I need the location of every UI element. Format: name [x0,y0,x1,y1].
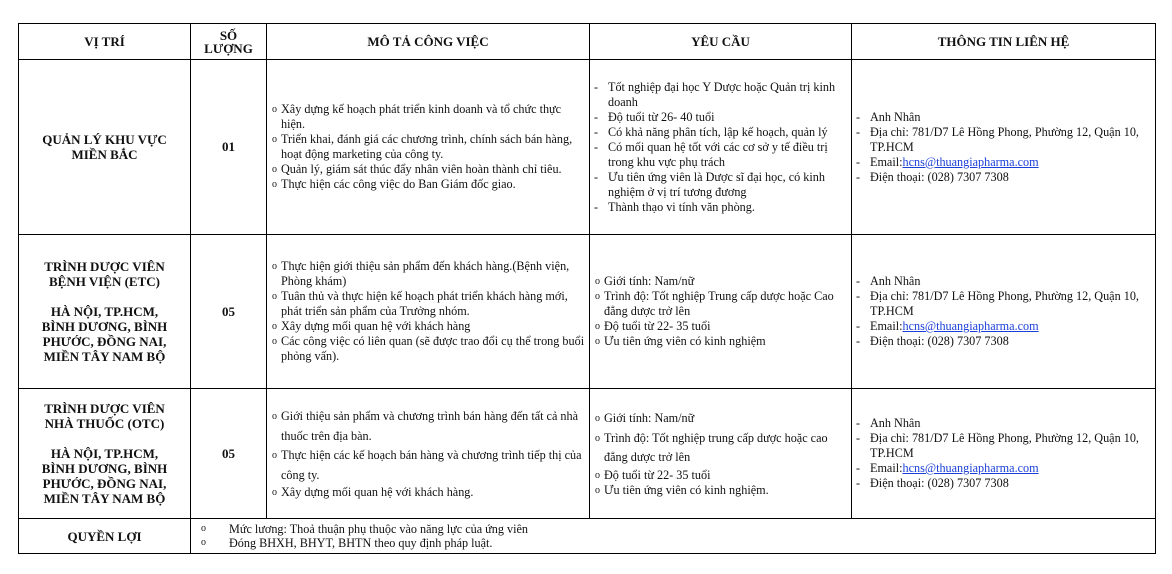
list-item: o Giới tính: Nam/nữ [595,409,847,429]
contact-phone: - Điện thoại: (028) 7307 7308 [856,476,1151,491]
list-item: o Giới tính: Nam/nữ [595,274,847,289]
list-item: - Tốt nghiệp đại học Y Dược hoặc Quản trị kinh doanh [594,80,847,110]
position-region: PHƯỚC, ĐỒNG NAI, [42,476,167,491]
contact-address: - Địa chỉ: 781/D7 Lê Hồng Phong, Phường 12, Quận 10, TP.HCM [856,125,1151,155]
position-region: BÌNH DƯƠNG, BÌNH [41,461,168,476]
list-item: o Ưu tiên ứng viên có kinh nghiệm. [595,483,847,498]
table-row [19,235,1156,389]
job-listing-table [18,23,1156,554]
benefit-item: o Mức lương: Thoả thuận phụ thuộc vào năng lực của ứng viên [201,522,1151,536]
table-row [19,60,1156,235]
list-item: o Thực hiện các công việc do Ban Giám đốc giao. [272,177,585,192]
header-quantity-line1: SỐ [219,27,238,43]
list-item: o Triển khai, đánh giá các chương trình, chính sách bán hàng, hoạt động marketing của công ty. [272,132,585,162]
list-item: o Trình độ: Tốt nghiệp Trung cấp dược hoặc Cao đẳng dược trở lên [595,289,847,319]
list-item: - Ưu tiên ứng viên là Dược sĩ đại học, có kinh nghiệm ở vị trí tương đương [594,170,847,200]
table-row [19,389,1156,519]
list-item: o Độ tuổi từ 22- 35 tuổi [595,319,847,334]
header-quantity-line2: LƯỢNG [204,40,253,56]
requirements-cell [590,235,852,389]
position-region: PHƯỚC, ĐỒNG NAI, [42,334,167,349]
list-item: - Có mối quan hệ tốt với các cơ sở y tế điều trị trong khu vực phụ trách [594,140,847,170]
contact-address: - Địa chỉ: 781/D7 Lê Hồng Phong, Phường 12, Quận 10, TP.HCM [856,289,1151,319]
header-requirements: YÊU CẦU [590,24,852,60]
benefits-label: QUYỀN LỢI [19,519,191,554]
list-item: o Độ tuổi từ 22- 35 tuổi [595,468,847,483]
description-cell [267,60,590,235]
contact-address: - Địa chỉ: 781/D7 Lê Hồng Phong, Phường 12, Quận 10, TP.HCM [856,431,1151,461]
position-title: BỆNH VIỆN (ETC) [48,274,160,289]
list-item: o Quản lý, giám sát thúc đẩy nhân viên hoàn thành chỉ tiêu. [272,162,585,177]
position-cell [19,389,191,519]
benefit-item: o Đóng BHXH, BHYT, BHTN theo quy định pháp luật. [201,536,1151,550]
position-region: HÀ NỘI, TP.HCM, [50,446,159,461]
list-item: o Giới thiệu sản phẩm và chương trình bán hàng đến tất cả nhà thuốc trên địa bàn. [272,407,585,446]
list-item: o Xây dựng mối quan hệ với khách hàng [272,319,585,334]
header-row [19,24,1156,60]
header-position: VỊ TRÍ [19,24,191,60]
contact-phone: - Điện thoại: (028) 7307 7308 [856,170,1151,185]
position-region: MIỀN TÂY NAM BỘ [43,491,166,506]
contact-name: - Anh Nhân [856,110,1151,125]
list-item: o Trình độ: Tốt nghiệp trung cấp dược hoặc cao đẳng dược trở lên [595,429,847,468]
email-label: Email: [870,154,903,169]
contact-email [856,319,1151,334]
email-label: Email: [870,461,903,475]
list-item: o Xây dựng kế hoạch phát triển kinh doanh và tổ chức thực hiện. [272,102,585,132]
contact-email [856,461,1151,476]
header-quantity [191,24,267,60]
contact-cell [852,235,1156,389]
list-item: - Độ tuổi từ 26- 40 tuổi [594,110,847,125]
contact-cell [852,389,1156,519]
position-title: TRÌNH DƯỢC VIÊN [44,259,165,274]
email-link[interactable]: hcns@thuangiapharma.com [902,154,1039,169]
contact-name: - Anh Nhân [856,274,1151,289]
position-cell [19,235,191,389]
quantity-cell: 05 [191,389,267,519]
benefits-cell [191,519,1156,554]
description-cell [267,389,590,519]
requirements-cell [590,389,852,519]
position-region: HÀ NỘI, TP.HCM, [50,304,159,319]
description-cell [267,235,590,389]
list-item: - Có khả năng phân tích, lập kế hoạch, quản lý [594,125,847,140]
position-region: MIỀN TÂY NAM BỘ [43,349,166,364]
requirements-cell [590,60,852,235]
quantity-cell: 01 [191,60,267,235]
benefits-row [19,519,1156,554]
header-description: MÔ TẢ CÔNG VIỆC [267,24,590,60]
list-item: o Tuân thủ và thực hiện kế hoạch phát triển khách hàng mới, phát triển sản phẩm của Trưởng nhóm. [272,289,585,319]
contact-email [856,155,1151,170]
contact-name: - Anh Nhân [856,416,1151,431]
list-item: o Ưu tiên ứng viên có kinh nghiệm [595,334,847,349]
email-link[interactable]: hcns@thuangiapharma.com [902,319,1039,333]
quantity-cell: 05 [191,235,267,389]
position-title: TRÌNH DƯỢC VIÊN [44,401,165,416]
list-item: o Thực hiện giới thiệu sản phẩm đến khách hàng.(Bệnh viện, Phòng khám) [272,259,585,289]
position-title: NHÀ THUỐC (OTC) [44,416,165,431]
position-title: QUẢN LÝ KHU VỰC [42,132,167,147]
header-contact: THÔNG TIN LIÊN HỆ [852,24,1156,60]
position-region: BÌNH DƯƠNG, BÌNH [41,319,168,334]
list-item: o Thực hiện các kế hoạch bán hàng và chương trình tiếp thị của công ty. [272,446,585,485]
list-item: - Thành thạo vi tính văn phòng. [594,200,847,215]
list-item: o Các công việc có liên quan (sẽ được trao đổi cụ thể trong buổi phỏng vấn). [272,334,585,364]
list-item: o Xây dựng mối quan hệ với khách hàng. [272,485,585,500]
email-label: Email: [870,319,903,333]
position-cell [19,60,191,235]
contact-cell [852,60,1156,235]
email-link[interactable]: hcns@thuangiapharma.com [902,461,1039,475]
contact-phone: - Điện thoại: (028) 7307 7308 [856,334,1151,349]
position-title: MIỀN BẮC [71,147,138,162]
